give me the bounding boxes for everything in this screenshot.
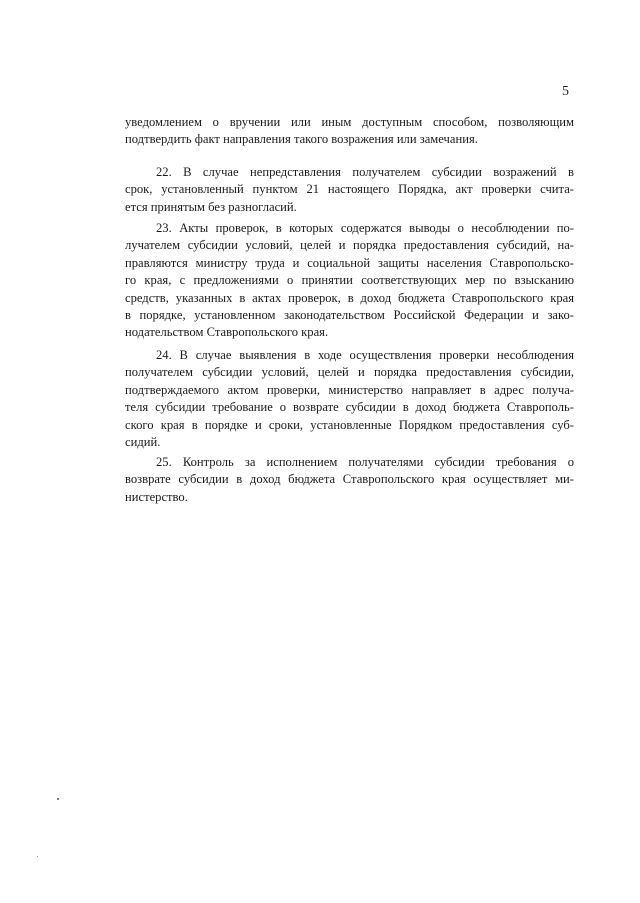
text-line: ского края в порядке и сроки, установленные Порядком предоставления суб- (125, 417, 574, 432)
text-line: ется принятым без разногласий. (125, 199, 297, 214)
paragraph-23 (125, 220, 574, 342)
paragraph-continuation (125, 114, 574, 149)
text-line: в порядке, установленном законодательством Российской Федерации и зако- (125, 308, 574, 323)
text-line: уведомлением о вручении или иным доступным способом, позволяющим (125, 115, 574, 129)
scan-speck (37, 856, 38, 857)
text-line: нистерство. (125, 489, 188, 504)
paragraph-24 (125, 347, 574, 451)
text-line: средств, указанных в актах проверок, в доход бюджета Ставропольского края (125, 290, 574, 305)
text-line: 22. В случае непредставления получателем субсидии возражений в (156, 165, 574, 179)
text-line: срок, установленный пунктом 21 настоящего Порядка, акт проверки счита- (125, 182, 574, 197)
paragraph-22 (125, 164, 574, 216)
text-line: подтверждаемого актом проверки, министерство направляет в адрес получа- (125, 382, 574, 397)
text-line: теля субсидии требование о возврате субсидии в доход бюджета Ставрополь- (125, 400, 574, 415)
text-line: получателем субсидии условий, целей и порядка предоставления субсидии, (125, 365, 574, 380)
page-number: 5 (562, 84, 569, 99)
text-line: 24. В случае выявления в ходе осуществления проверки несоблюдения (156, 348, 574, 362)
text-line: сидий. (125, 435, 161, 450)
text-line: правляются министру труда и социальной защиты населения Ставропольско- (125, 255, 574, 270)
paragraph-25 (125, 454, 574, 506)
text-line: 25. Контроль за исполнением получателями субсидии требования о (156, 455, 574, 469)
text-line: подтвердить факт направления такого возражения или замечания. (125, 132, 478, 147)
text-line: го края, с предложениями о принятии соответствующих мер по взысканию (125, 273, 574, 288)
text-line: 23. Акты проверок, в которых содержатся выводы о несоблюдении по- (156, 221, 574, 235)
text-line: лучателем субсидии условий, целей и порядка предоставления субсидий, на- (125, 238, 574, 253)
scan-speck (57, 798, 59, 800)
text-line: возврате субсидии в доход бюджета Ставропольского края осуществляет ми- (125, 472, 574, 487)
text-line: нодательством Ставропольского края. (125, 325, 329, 340)
